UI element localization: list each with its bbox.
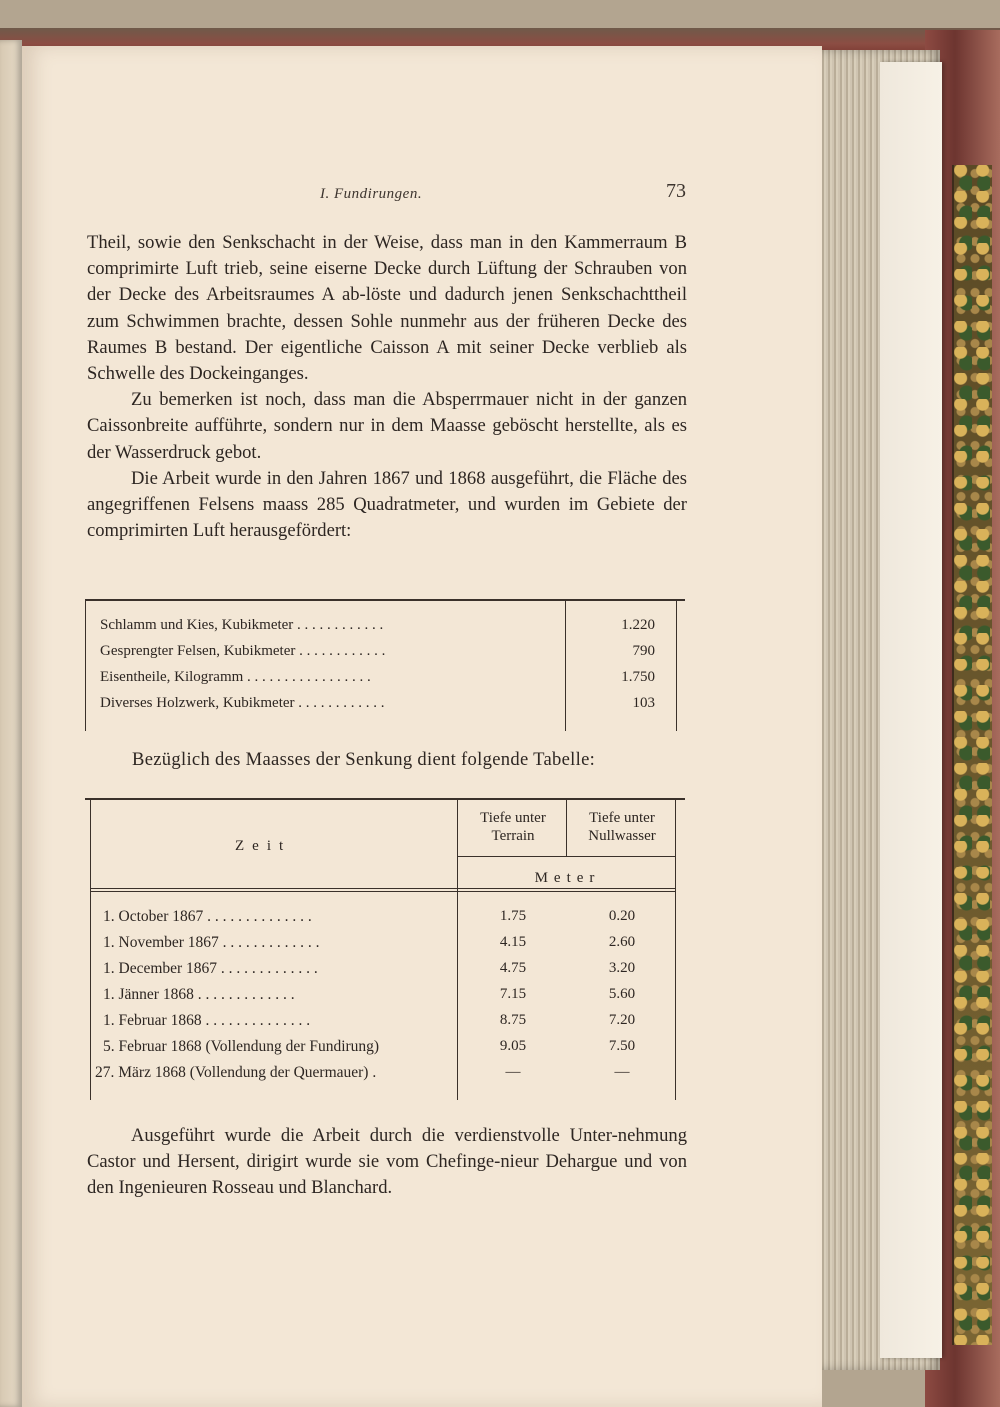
row-date: 1. Februar 1868 . . . . . . . . . . . . . .	[103, 1012, 311, 1029]
row-date: 1. October 1867 . . . . . . . . . . . . . .	[103, 908, 312, 925]
row-nullwasser: 7.20	[608, 1012, 636, 1028]
book-page	[22, 46, 822, 1407]
row-value: 1.220	[621, 617, 655, 633]
row-nullwasser: 0.20	[608, 908, 636, 924]
column-header-terrain: Tiefe unter Terrain	[480, 810, 546, 844]
row-date: 1. December 1867 . . . . . . . . . . . . .	[103, 960, 318, 977]
row-terrain: 9.05	[499, 1038, 527, 1054]
closing-text	[87, 1123, 687, 1202]
paragraph: Zu bemerken ist noch, dass man die Absperrmauer nicht in der ganzen Caissonbreite aufführte, sondern nur in dem Maasse geböscht herstellte, als es der Wasserdruck gebot.	[87, 389, 687, 463]
row-terrain: 1.75	[499, 908, 527, 924]
row-nullwasser: 2.60	[608, 934, 636, 950]
table-row	[100, 643, 675, 669]
row-nullwasser: 5.60	[608, 986, 636, 1002]
table-caption: Bezüglich des Maasses der Senkung dient folgende Tabelle:	[132, 749, 596, 770]
table-row	[85, 934, 685, 960]
table-row	[85, 1012, 685, 1038]
table-row	[85, 1038, 685, 1064]
paragraph: Theil, sowie den Senkschacht in der Weise, dass man in den Kammerraum B comprimirte Luft trieb, seine eiserne Decke durch Lüftung der Schrauben von der Decke des Arbeitsraumes A ab-löste und dadurch jenen Senkschachttheil zum Schwimmen brachte, dessen Sohle nunmehr aus der früheren Decke des Raumes B bestand. Der eigentliche Caisson A mit seiner Decke verblieb als Schwelle des Dockeinganges.	[87, 232, 687, 385]
table-row	[85, 1064, 685, 1090]
depth-table	[85, 798, 685, 1100]
table-row	[100, 695, 675, 721]
row-date: 27. März 1868 (Vollendung der Quermauer) .	[95, 1064, 377, 1081]
running-header	[22, 180, 822, 210]
row-label: Schlamm und Kies, Kubikmeter . . . . . . . . . . . .	[100, 617, 384, 633]
row-nullwasser: —	[614, 1064, 630, 1080]
column-header-nullwasser: Tiefe unter Nullwasser	[588, 810, 656, 844]
materials-table	[85, 599, 685, 731]
row-terrain: 7.15	[499, 986, 527, 1002]
row-label: Eisentheile, Kilogramm . . . . . . . . . . . . . . . . .	[100, 669, 371, 685]
row-value: 790	[632, 643, 655, 659]
table-row	[85, 986, 685, 1012]
paragraph: Die Arbeit wurde in den Jahren 1867 und 1868 ausgeführt, die Fläche des angegriffenen Felsens maass 285 Quadratmeter, und wurden im Gebiete der comprimirten Luft herausgefördert:	[87, 467, 687, 542]
row-date: 5. Februar 1868 (Vollendung der Fundirung)	[103, 1038, 380, 1055]
row-terrain: 4.15	[499, 934, 527, 950]
body-text	[87, 230, 687, 544]
row-terrain: 4.75	[499, 960, 527, 976]
row-value: 1.750	[621, 669, 655, 685]
table-row	[85, 960, 685, 986]
left-page-edge	[0, 40, 22, 1407]
unit-header: Meter	[534, 870, 601, 886]
column-header-zeit: Zeit	[235, 838, 292, 854]
row-nullwasser: 3.20	[608, 960, 636, 976]
row-label: Gesprengter Felsen, Kubikmeter . . . . . . . . . . . .	[100, 643, 386, 659]
running-title: I. Fundirungen.	[320, 186, 423, 202]
row-date: 1. November 1867 . . . . . . . . . . . . .	[103, 934, 320, 951]
row-date: 1. Jänner 1868 . . . . . . . . . . . . .	[103, 986, 295, 1003]
row-terrain: —	[505, 1064, 521, 1080]
row-nullwasser: 7.50	[608, 1038, 636, 1054]
paragraph: Ausgeführt wurde die Arbeit durch die verdienstvolle Unter-nehmung Castor und Hersent, dirigirt wurde sie vom Chefinge-nieur Dehargue und von den Ingenieuren Rosseau und Blanchard.	[87, 1125, 687, 1199]
marbled-cover-edge	[952, 165, 992, 1345]
row-value: 103	[632, 695, 655, 711]
table-row	[100, 617, 675, 643]
back-endpaper	[880, 62, 942, 1358]
page-number: 73	[666, 180, 686, 202]
row-terrain: 8.75	[499, 1012, 527, 1028]
row-label: Diverses Holzwerk, Kubikmeter . . . . . . . . . . . .	[100, 695, 385, 711]
table-row	[85, 908, 685, 934]
table-row	[100, 669, 675, 695]
